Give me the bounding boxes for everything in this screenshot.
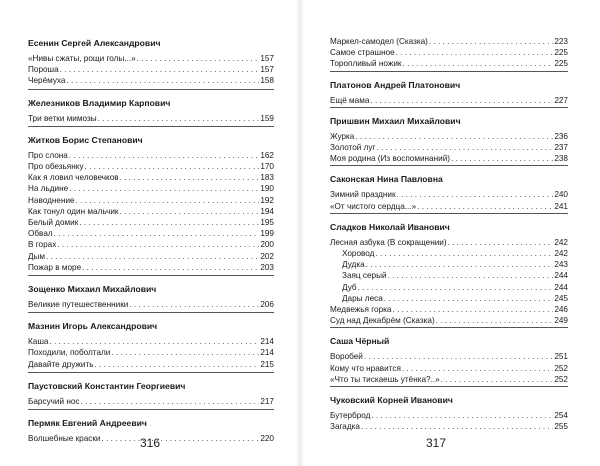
toc-entry[interactable]: [28, 262, 274, 273]
entry-title: Журка: [330, 131, 355, 141]
entry-page-number: 240: [554, 190, 568, 200]
entry-page-number: 220: [260, 434, 274, 443]
dot-leader: [417, 201, 553, 212]
dot-leader: [79, 217, 259, 228]
dot-leader: [376, 142, 553, 153]
entry-page-number: 200: [260, 240, 274, 250]
entry-page-number: 249: [554, 316, 568, 326]
dot-leader: [397, 189, 554, 200]
toc-entry[interactable]: [28, 113, 274, 124]
entry-page-number: 202: [260, 251, 274, 261]
entry-page-number: 252: [554, 374, 568, 384]
entry-page-number: 223: [554, 37, 568, 46]
author-heading: Саша Чёрный: [330, 336, 390, 347]
toc-entry[interactable]: [28, 239, 274, 250]
dot-leader: [441, 374, 554, 385]
entry-title: Великие путешественники: [28, 300, 129, 309]
author-heading: Пришвин Михаил Михайлович: [330, 115, 461, 126]
dot-leader: [366, 259, 554, 270]
entry-page-number: 245: [554, 293, 568, 303]
toc-entry[interactable]: [28, 53, 274, 64]
toc-entry[interactable]: [28, 172, 274, 183]
entry-title: Самое страшное: [330, 48, 395, 58]
entry-title: Загадка: [330, 422, 360, 432]
entry-title: Воробей: [330, 352, 363, 362]
section-divider: [28, 275, 274, 276]
dot-leader: [384, 293, 554, 304]
entry-title: Кому что нравится: [330, 363, 401, 373]
dot-leader: [429, 36, 553, 47]
toc-entry[interactable]: [330, 95, 568, 106]
section-divider: [330, 327, 568, 328]
dot-leader: [94, 359, 259, 370]
section-divider: [28, 372, 274, 373]
entry-page-number: 242: [554, 249, 568, 258]
author-heading: Зощенко Михаил Михайлович: [28, 284, 157, 294]
author-heading: Сладков Николай Иванович: [330, 221, 450, 232]
entry-title: Про обезьянку: [28, 162, 84, 171]
dot-leader: [69, 183, 259, 194]
dot-leader: [436, 315, 554, 326]
dot-leader: [371, 410, 553, 421]
entry-page-number: 206: [260, 300, 274, 309]
author-heading: Пермяк Евгений Андреевич: [28, 418, 147, 428]
entry-title: Белый домик: [28, 218, 79, 227]
entry-page-number: 238: [554, 154, 568, 164]
entry-page-number: 199: [260, 229, 274, 239]
dot-leader: [98, 113, 260, 124]
toc-entry[interactable]: [28, 217, 274, 228]
author-heading: Железников Владимир Карпович: [28, 97, 171, 108]
toc-entry[interactable]: [330, 259, 568, 270]
entry-page-number: 190: [260, 184, 274, 194]
entry-page-number: 237: [554, 143, 568, 152]
section-divider: [330, 107, 568, 108]
entry-page-number: 214: [260, 337, 274, 347]
entry-page-number: 246: [554, 305, 568, 314]
dot-leader: [69, 150, 259, 161]
entry-title: Обвал: [28, 229, 53, 239]
entry-title: Лесная азбука (В сокращении): [330, 237, 447, 247]
section-divider: [330, 213, 568, 214]
dot-leader: [81, 396, 260, 407]
toc-entry[interactable]: [330, 248, 568, 259]
entry-page-number: 203: [260, 262, 274, 272]
entry-page-number: 244: [554, 282, 568, 292]
entry-title: Дудка: [342, 260, 365, 270]
entry-title: Моя родина (Из воспоминаний): [330, 154, 451, 164]
dot-leader: [49, 336, 259, 347]
entry-page-number: 227: [554, 95, 568, 105]
entry-title: Барсучий нос: [28, 396, 80, 406]
section-divider: [330, 386, 568, 387]
toc-entry[interactable]: [330, 421, 568, 432]
entry-page-number: 244: [554, 271, 568, 281]
dot-leader: [137, 53, 260, 64]
entry-title: На льдине: [28, 184, 69, 194]
entry-page-number: 241: [554, 201, 568, 211]
toc-entry[interactable]: [330, 58, 568, 69]
toc-entry[interactable]: [28, 75, 274, 86]
entry-page-number: 214: [260, 348, 274, 358]
dot-leader: [355, 131, 553, 142]
entry-title: Каша: [28, 337, 49, 347]
entry-page-number: 215: [260, 359, 274, 369]
dot-leader: [102, 433, 260, 444]
toc-entry[interactable]: [330, 201, 568, 212]
entry-title: Пороша: [28, 65, 59, 75]
dot-leader: [392, 304, 553, 315]
entry-page-number: 157: [260, 54, 274, 63]
dot-leader: [54, 228, 260, 239]
toc-entry[interactable]: [28, 396, 274, 407]
author-heading: Чуковский Корней Иванович: [330, 395, 453, 405]
dot-leader: [82, 262, 259, 273]
entry-title: Наводнение: [28, 195, 75, 205]
dot-leader: [364, 351, 553, 362]
entry-title: Волшебные краски: [28, 434, 101, 443]
entry-title: Торопливый ножик: [330, 59, 402, 69]
entry-title: Три ветки мимозы: [28, 113, 97, 123]
toc-entry[interactable]: [28, 228, 274, 239]
toc-entry[interactable]: [330, 36, 568, 47]
toc-entry[interactable]: [330, 131, 568, 142]
author-heading: Паустовский Константин Георгиевич: [28, 380, 186, 391]
toc-entry[interactable]: [330, 153, 568, 164]
author-heading: Есенин Сергей Александрович: [28, 38, 161, 48]
section-divider: [28, 126, 274, 127]
entry-title: Дым: [28, 251, 46, 261]
entry-page-number: 217: [260, 396, 274, 406]
right-page-number: 317: [426, 436, 447, 450]
entry-page-number: 170: [260, 162, 274, 171]
entry-title: Давайте дружить: [28, 359, 94, 369]
toc-entry[interactable]: [330, 315, 568, 326]
entry-title: Хоровод: [342, 249, 375, 258]
entry-page-number: 159: [260, 113, 274, 123]
toc-entry[interactable]: [28, 359, 274, 370]
dot-leader: [448, 237, 554, 248]
dot-leader: [375, 248, 553, 259]
entry-page-number: 194: [260, 206, 274, 216]
entry-title: Дары леса: [342, 293, 383, 303]
section-divider: [330, 71, 568, 72]
entry-page-number: 195: [260, 218, 274, 227]
section-divider: [330, 165, 568, 166]
entry-page-number: 243: [554, 260, 568, 270]
toc-entry[interactable]: [28, 336, 274, 347]
entry-title: Походили, поболтали: [28, 348, 111, 358]
entry-title: Зимний праздник: [330, 190, 396, 200]
entry-title: Суд над Декабрём (Сказка): [330, 316, 435, 326]
entry-page-number: 192: [260, 195, 274, 205]
dot-leader: [85, 161, 260, 172]
dot-leader: [111, 347, 259, 358]
toc-entry[interactable]: [28, 251, 274, 262]
entry-title: Заяц серый: [342, 271, 387, 281]
entry-title: Пожар в море: [28, 262, 82, 272]
author-heading: Саконская Нина Павловна: [330, 174, 443, 185]
entry-title: Про слона: [28, 150, 68, 160]
entry-title: Как я ловил человечков: [28, 173, 119, 183]
dot-leader: [120, 172, 260, 183]
entry-title: «Что ты тискаешь утёнка?..»: [330, 374, 440, 384]
entry-page-number: 236: [554, 131, 568, 141]
entry-page-number: 242: [554, 237, 568, 247]
toc-entry[interactable]: [28, 161, 274, 172]
dot-leader: [370, 95, 553, 106]
entry-title: «От чистого сердца...»: [330, 201, 417, 211]
toc-entry[interactable]: [28, 347, 274, 358]
entry-title: «Нивы сжаты, рощи голы...»: [28, 54, 136, 63]
dot-leader: [76, 195, 260, 206]
entry-page-number: 225: [554, 59, 568, 69]
dot-leader: [46, 251, 259, 262]
dot-leader: [402, 363, 553, 374]
dot-leader: [129, 299, 259, 310]
toc-entry[interactable]: [28, 195, 274, 206]
entry-page-number: 225: [554, 48, 568, 58]
toc-entry[interactable]: [330, 304, 568, 315]
dot-leader: [396, 47, 554, 58]
entry-page-number: 255: [554, 422, 568, 432]
dot-leader: [361, 421, 553, 432]
toc-entry[interactable]: [330, 189, 568, 200]
dot-leader: [57, 239, 259, 250]
entry-page-number: 158: [260, 76, 274, 86]
entry-page-number: 157: [260, 65, 274, 75]
toc-entry[interactable]: [330, 270, 568, 281]
section-divider: [28, 312, 274, 313]
entry-title: Бутерброд: [330, 411, 371, 420]
toc-entry[interactable]: [28, 150, 274, 161]
section-divider: [28, 409, 274, 410]
entry-title: Как тонул один мальчик: [28, 206, 119, 216]
dot-leader: [120, 206, 260, 217]
toc-entry[interactable]: [330, 374, 568, 385]
toc-entry[interactable]: [330, 410, 568, 421]
entry-page-number: 183: [260, 173, 274, 183]
entry-page-number: 252: [554, 363, 568, 373]
dot-leader: [60, 64, 260, 75]
dot-leader: [358, 282, 554, 293]
toc-entry[interactable]: [330, 47, 568, 58]
dot-leader: [67, 75, 260, 86]
entry-title: Золотой луг: [330, 143, 376, 152]
entry-title: Медвежья горка: [330, 305, 392, 314]
toc-entry[interactable]: [28, 299, 274, 310]
author-heading: Житков Борис Степанович: [28, 134, 143, 145]
dot-leader: [451, 153, 553, 164]
section-divider: [28, 89, 274, 90]
entry-title: Маркел-самодел (Сказка): [330, 37, 428, 46]
toc-entry[interactable]: [330, 237, 568, 248]
author-heading: Мазнин Игорь Александрович: [28, 321, 158, 332]
entry-title: Дуб: [342, 282, 357, 292]
entry-page-number: 254: [554, 411, 568, 420]
entry-title: Ещё мама: [330, 95, 370, 105]
author-heading: Платонов Андрей Платонович: [330, 79, 461, 90]
toc-entry[interactable]: [330, 363, 568, 374]
left-page-number: 316: [140, 436, 161, 450]
toc-entry[interactable]: [28, 206, 274, 217]
toc-entry[interactable]: [330, 351, 568, 362]
entry-title: Черёмуха: [28, 76, 66, 86]
toc-entry[interactable]: [28, 183, 274, 194]
toc-entry[interactable]: [330, 282, 568, 293]
toc-entry[interactable]: [28, 64, 274, 75]
dot-leader: [388, 270, 554, 281]
toc-entry[interactable]: [330, 142, 568, 153]
entry-page-number: 251: [554, 352, 568, 362]
toc-entry[interactable]: [330, 293, 568, 304]
dot-leader: [403, 58, 554, 69]
entry-page-number: 162: [260, 150, 274, 160]
entry-title: В горах: [28, 240, 57, 250]
right-page: [300, 0, 600, 466]
